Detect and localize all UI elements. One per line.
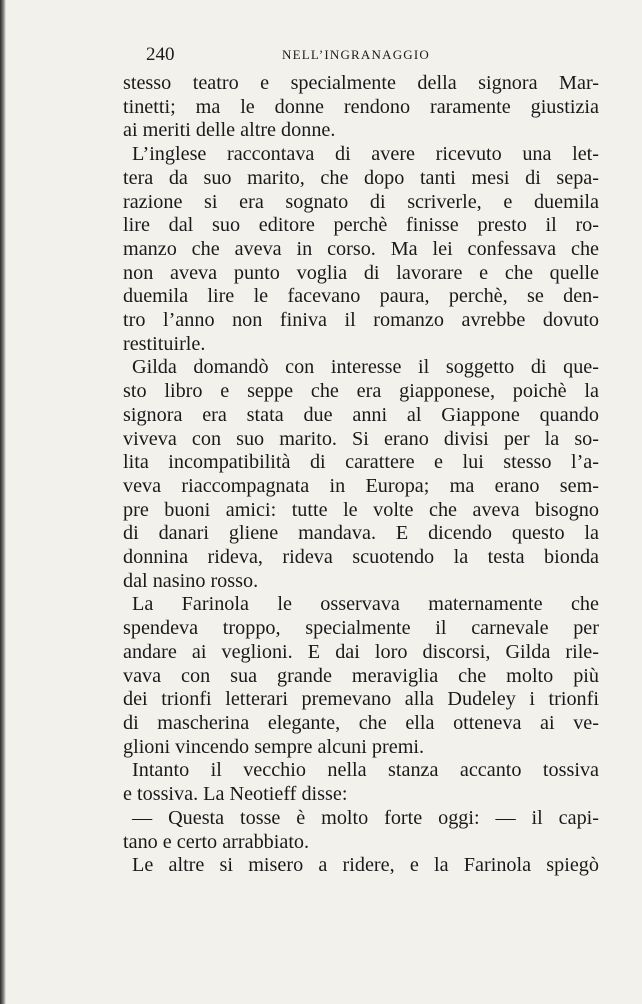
text-line: Gilda domandò con interesse il soggetto di que- bbox=[132, 356, 599, 379]
text-line: tano e certo arrabbiato. bbox=[123, 830, 310, 853]
text-line: pre buoni amici: tutte le volte che aveva bisogno bbox=[123, 498, 599, 521]
text-line: donnina rideva, rideva scuotendo la testa bionda bbox=[123, 546, 599, 569]
text-line: Intanto il vecchio nella stanza accanto tossiva bbox=[132, 759, 599, 782]
text-line: vava con sua grande meraviglia che molto più bbox=[123, 664, 599, 687]
text-line: manzo che aveva in corso. Ma lei confessava che bbox=[123, 237, 599, 260]
text-line: dei trionfi letterari premevano alla Dudeley i trionfi bbox=[123, 688, 599, 711]
paragraph-3 bbox=[123, 356, 599, 593]
text-line: Le altre si misero a ridere, e la Farinola spiegò bbox=[132, 854, 599, 877]
running-title: NELL’INGRANAGGIO bbox=[282, 47, 430, 62]
text-line: lire dal suo editore perchè finisse presto il ro- bbox=[123, 214, 599, 237]
text-line: veva riaccompagnata in Europa; ma erano sem- bbox=[123, 474, 599, 497]
page-number: 240 bbox=[146, 44, 175, 65]
text-line: tera da suo marito, che dopo tanti mesi di sepa- bbox=[123, 166, 599, 189]
text-line: spendeva troppo, specialmente il carnevale per bbox=[123, 617, 599, 640]
text-line: L’inglese raccontava di avere ricevuto una let- bbox=[132, 143, 599, 166]
text-line: non aveva punto voglia di lavorare e che quelle bbox=[123, 261, 599, 284]
running-header bbox=[146, 44, 466, 68]
paragraph-1 bbox=[123, 72, 599, 143]
text-line: di danari gliene mandava. E dicendo questo la bbox=[123, 522, 599, 545]
paragraph-6 bbox=[123, 807, 599, 854]
text-line: viveva con suo marito. Si erano divisi per la so- bbox=[123, 427, 599, 450]
paragraph-7 bbox=[123, 854, 599, 878]
text-line: ai meriti delle altre donne. bbox=[123, 119, 336, 142]
text-line: dal nasino rosso. bbox=[123, 569, 259, 592]
text-line: tinetti; ma le donne rendono raramente giustizia bbox=[123, 95, 599, 118]
text-line: e tossiva. La Neotieff disse: bbox=[123, 783, 348, 806]
text-line: signora era stata due anni al Giappone quando bbox=[123, 403, 599, 426]
text-line: lita incompatibilità di carattere e lui stesso l’a- bbox=[123, 451, 599, 474]
paragraph-5 bbox=[123, 759, 599, 806]
paragraph-2 bbox=[123, 143, 599, 356]
text-line: stesso teatro e specialmente della signora Mar- bbox=[123, 72, 599, 94]
text-line: andare ai veglioni. E dai loro discorsi, Gilda rile- bbox=[123, 640, 599, 663]
page-edge-shadow bbox=[0, 0, 6, 1004]
text-line: duemila lire le facevano paura, perchè, se den- bbox=[123, 285, 599, 308]
body-text bbox=[123, 72, 599, 878]
text-line: glioni vincendo sempre alcuni premi. bbox=[123, 735, 425, 758]
text-line: tro l’anno non finiva il romanzo avrebbe dovuto bbox=[123, 309, 599, 332]
paragraph-4 bbox=[123, 593, 599, 759]
text-line: La Farinola le osservava maternamente che bbox=[132, 593, 599, 616]
text-line: razione si era sognato di scriverle, e duemila bbox=[123, 190, 599, 213]
text-line: di mascherina elegante, che ella otteneva ai ve- bbox=[123, 711, 599, 734]
text-line: restituirle. bbox=[123, 332, 206, 355]
text-line: sto libro e seppe che era giapponese, poichè la bbox=[123, 380, 599, 403]
text-line: — Questa tosse è molto forte oggi: — il capi- bbox=[132, 806, 599, 829]
